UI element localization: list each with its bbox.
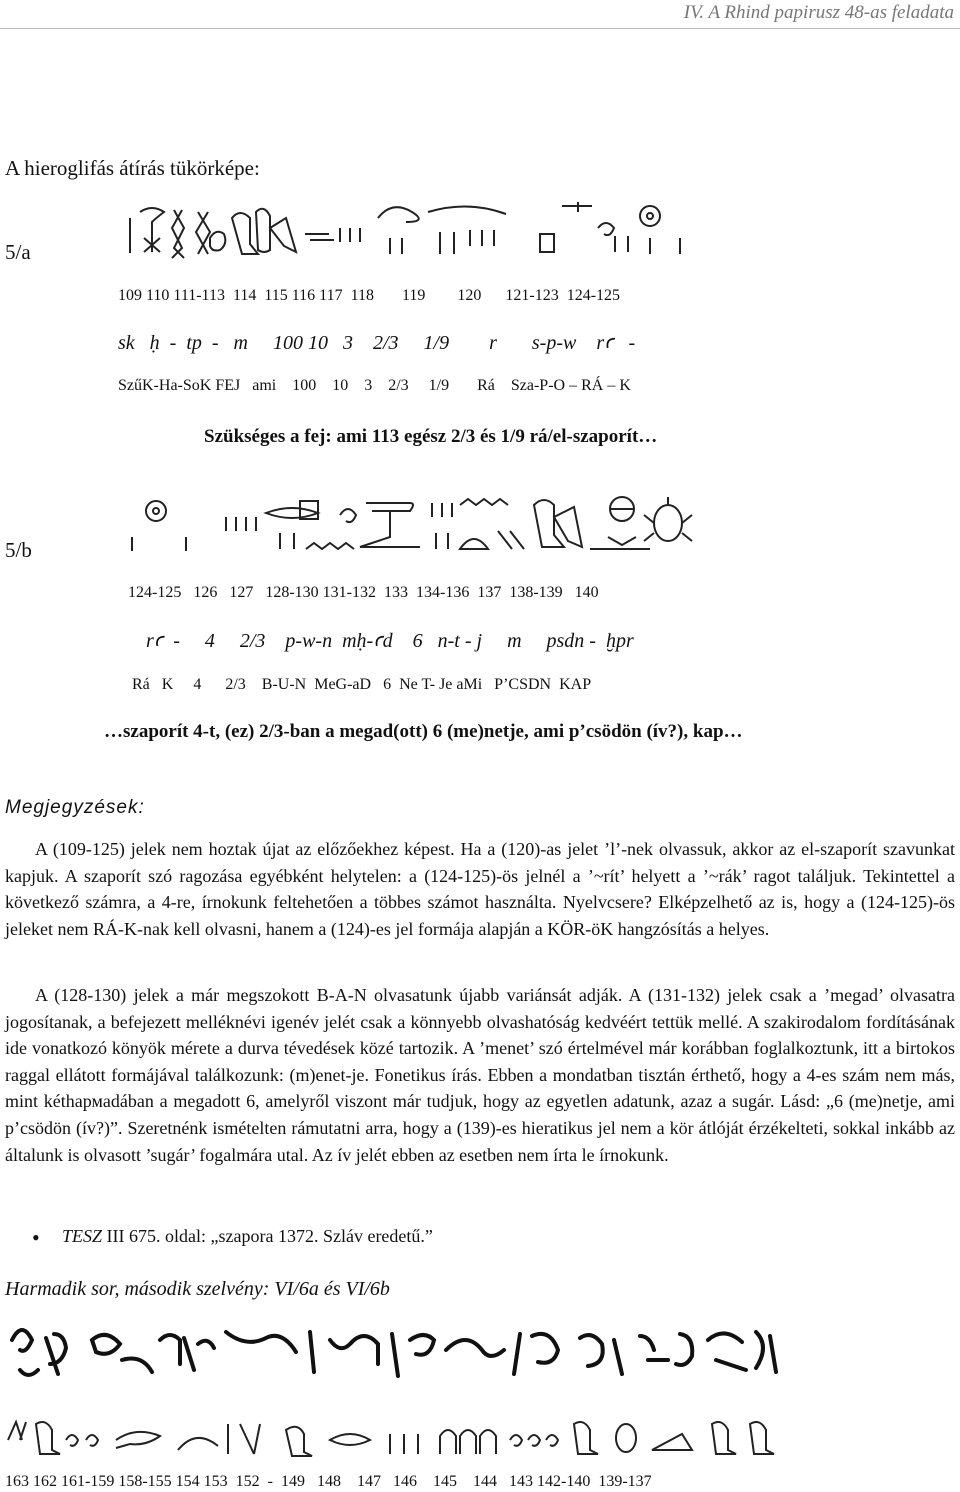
block-5b-transliteration: rꜥ - 4 2/3 p-w-n mḥ-ꜥd 6 n-t - j m psdn - ḫpr	[146, 630, 634, 652]
notes-heading: Megjegyzések:	[5, 797, 145, 818]
hieroglyph-row-5b	[110, 493, 710, 563]
notes-paragraph-2	[5, 982, 955, 1168]
hieroglyph-strip-5b	[110, 493, 710, 563]
running-title: IV. A Rhind papirusz 48-as feladata	[683, 2, 954, 23]
hieroglyph-row-5a	[110, 198, 710, 263]
bullet-ref-text: III 675. oldal: „szapora 1372. Szláv eredetű.”	[102, 1226, 433, 1246]
notes-paragraph-1	[5, 836, 955, 942]
notes-p2-text: A (128-130) jelek a már megszokott B-A-N olvasatunk újabb variánsát adják. A (131-132) jelek csak a ’megad’ olvasatra jogosítanak, a befejezett melléknévi igenév jelét csak a könnyebb olvashatóság kedvéért tettük mellé. A szakirodalom fordításának ide vonatkozó könyök mérete a durva tévedések közé tartozik. A ’menet’ szó értelmével már korábban foglalkoztunk, itt a birtokos raggal ellátott formájával találkozunk: (m)enet-je. Fonetikus írás. Ebben a mondatban tisztán érthető, hogy a 4-es szám nem más, mint kéthармadában a megadott 6, amelyről viszont már tudjuk, hogy az egyetlen adatunk, azaz a sugár. Lásd: „6 (me)netje, ami p’csödön (ív?)”. Szeretnénk ismételten rámutatni arra, hogy a (139)-es hieratikus jel nem a kör átlóját érzékelteti, sokkal inkább az általunk is olvasott ’sugár’ fogalmára utal. Az ív jelét ebben az esetben nem írta le írnokunk.	[5, 985, 955, 1165]
block-5b-label: 5/b	[5, 538, 32, 562]
third-row-heading: Harmadik sor, második szelvény: VI/6a és VI/6b	[5, 1278, 390, 1300]
running-header	[0, 0, 960, 29]
bullet-dot: •	[32, 1225, 40, 1250]
block-5b-meaning: …szaporít 4-t, (ez) 2/3-ban a megad(ott) 6 (me)netje, ami p’csödön (ív?), kap…	[104, 721, 743, 742]
block-5b-numbers: 124-125 126 127 128-130 131-132 133 134-136 137 138-139 140	[128, 584, 599, 601]
hieroglyph-strip-5a	[110, 198, 710, 263]
hieroglyph-strip-vi6	[0, 1410, 790, 1460]
block-5a-transliteration: sk ḥ - tp - m 100 10 3 2/3 1/9 r s-p-w rꜥ -	[118, 332, 636, 354]
hieratic-image	[0, 1310, 790, 1402]
block-5a-key: SzűK-Ha-SoK FEJ ami 100 10 3 2/3 1/9 Rá Sza-P-O – RÁ – K	[118, 377, 631, 394]
block-5a-label: 5/a	[5, 240, 31, 264]
block-5a-meaning: Szükséges a fej: ami 113 egész 2/3 és 1/9 rá/el-szaporít…	[204, 426, 658, 447]
bullet-reference	[62, 1226, 433, 1247]
section-title: A hieroglifás átírás tükörképe:	[5, 156, 260, 180]
block-5b-key: Rá K 4 2/3 B-U-N MeG-aD 6 Ne T- Je aMi P’CSDN KAP	[132, 676, 592, 693]
block-5a-numbers: 109 110 111-113 114 115 116 117 118 119 120 121-123 124-125	[118, 287, 621, 304]
notes-p1-text: A (109-125) jelek nem hoztak újat az előzőekhez képest. Ha a (120)-as jelet ’l’-nek olvassuk, akkor az el-szaporít szavunkat kapjuk. A szaporít szó ragozása egyébként helytelen: a (124-125)-ös jelnél a ’~rít’ helyett a ’~rák’ ragot találjuk. Tekintettel a következő számra, a 4-re, írnokunk feltehetően a többes számot használta. Nyelvcsere? Elképzelhető az is, hogy a (124-125)-ös jeleket nem RÁ-K-nak kell olvasni, hanem a (124)-es jel formája alapján a KÖR-öK hangzósítás a helyes.	[5, 839, 955, 939]
hieratic-strip	[0, 1310, 790, 1407]
hieroglyph-row-vi6	[0, 1410, 790, 1465]
bullet-ref-abbrev: TESZ	[62, 1226, 103, 1246]
bottom-numbers-row: 163 162 161-159 158-155 154 153 152 - 149 148 147 146 145 144 143 142-140 139-137	[5, 1473, 652, 1490]
